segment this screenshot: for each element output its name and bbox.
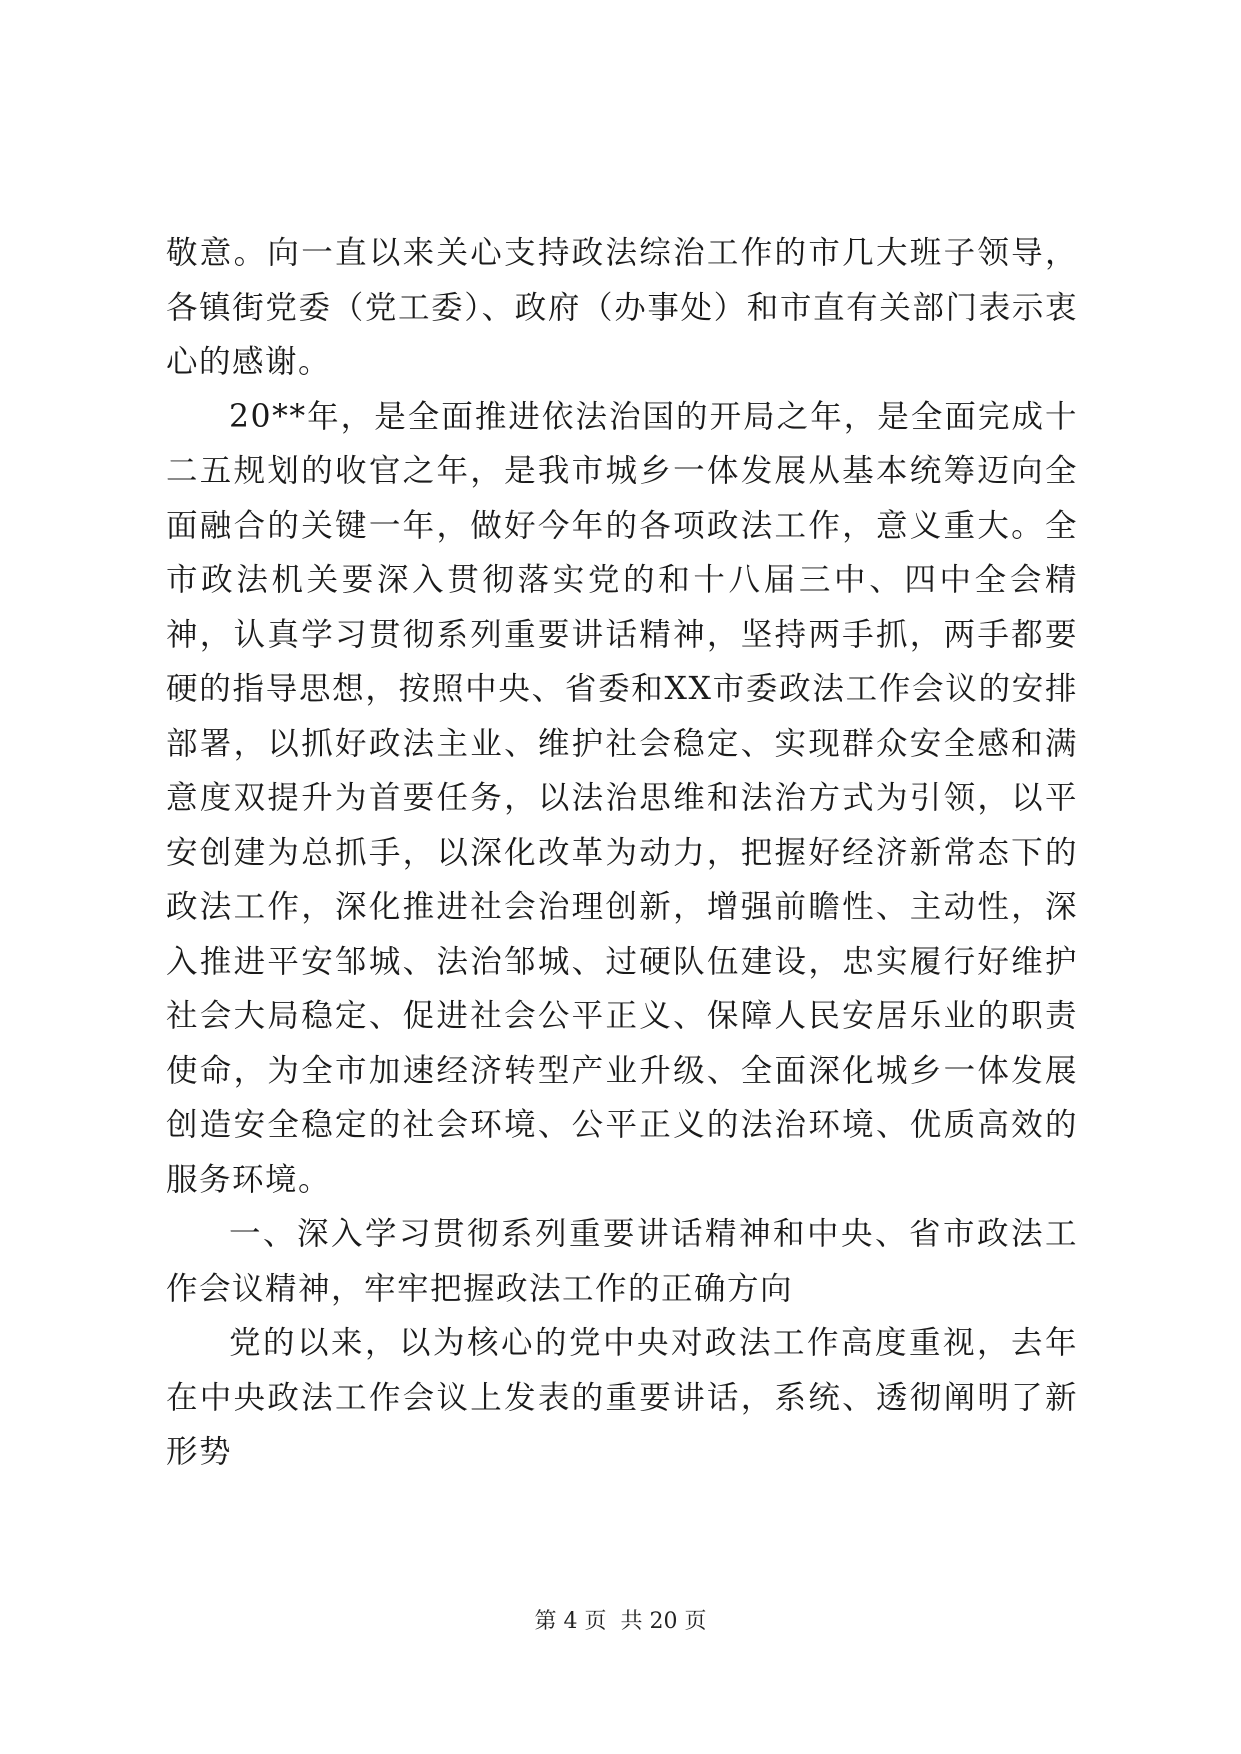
paragraph-section-one: 党的以来，以为核心的党中央对政法工作高度重视，去年在中央政法工作会议上发表的重要讲话，系统、透彻阐明了新形势 [166, 1325, 1078, 1470]
section-heading-one: 一、深入学习贯彻系列重要讲话精神和中央、省市政法工作会议精神，牢牢把握政法工作的正确方向 [166, 1216, 1078, 1307]
paragraph-continuation: 敬意。向一直以来关心支持政法综治工作的市几大班子领导，各镇街党委（党工委）、政府（办事处）和市直有关部门表示衷心的感谢。 [166, 235, 1078, 380]
page-footer [0, 1604, 1241, 1635]
paragraph-overview: 20**年，是全面推进依法治国的开局之年，是全面完成十二五规划的收官之年，是我市城乡一体发展从基本统筹迈向全面融合的关键一年，做好今年的各项政法工作，意义重大。全市政法机关要深入贯彻落实党的和十八届三中、四中全会精神，认真学习贯彻系列重要讲话精神，坚持两手抓，两手都要硬的指导思想，按照中央、省委和XX市委政法工作会议的安排部署，以抓好政法主业、维护社会稳定、实现群众安全感和满意度双提升为首要任务，以法治思维和法治方式为引领，以平安创建为总抓手，以深化改革为动力，把握好经济新常态下的政法工作，深化推进社会治理创新，增强前瞻性、主动性，深入推进平安邹城、法治邹城、过硬队伍建设，忠实履行好维护社会大局稳定、促进社会公平正义、保障人民安居乐业的职责使命，为全市加速经济转型产业升级、全面深化城乡一体发展创造安全稳定的社会环境、公平正义的法治环境、优质高效的服务环境。 [166, 398, 1078, 1198]
page-number-label: 第 4 页 共 20 页 [534, 1609, 707, 1634]
document-body [166, 226, 1078, 1480]
